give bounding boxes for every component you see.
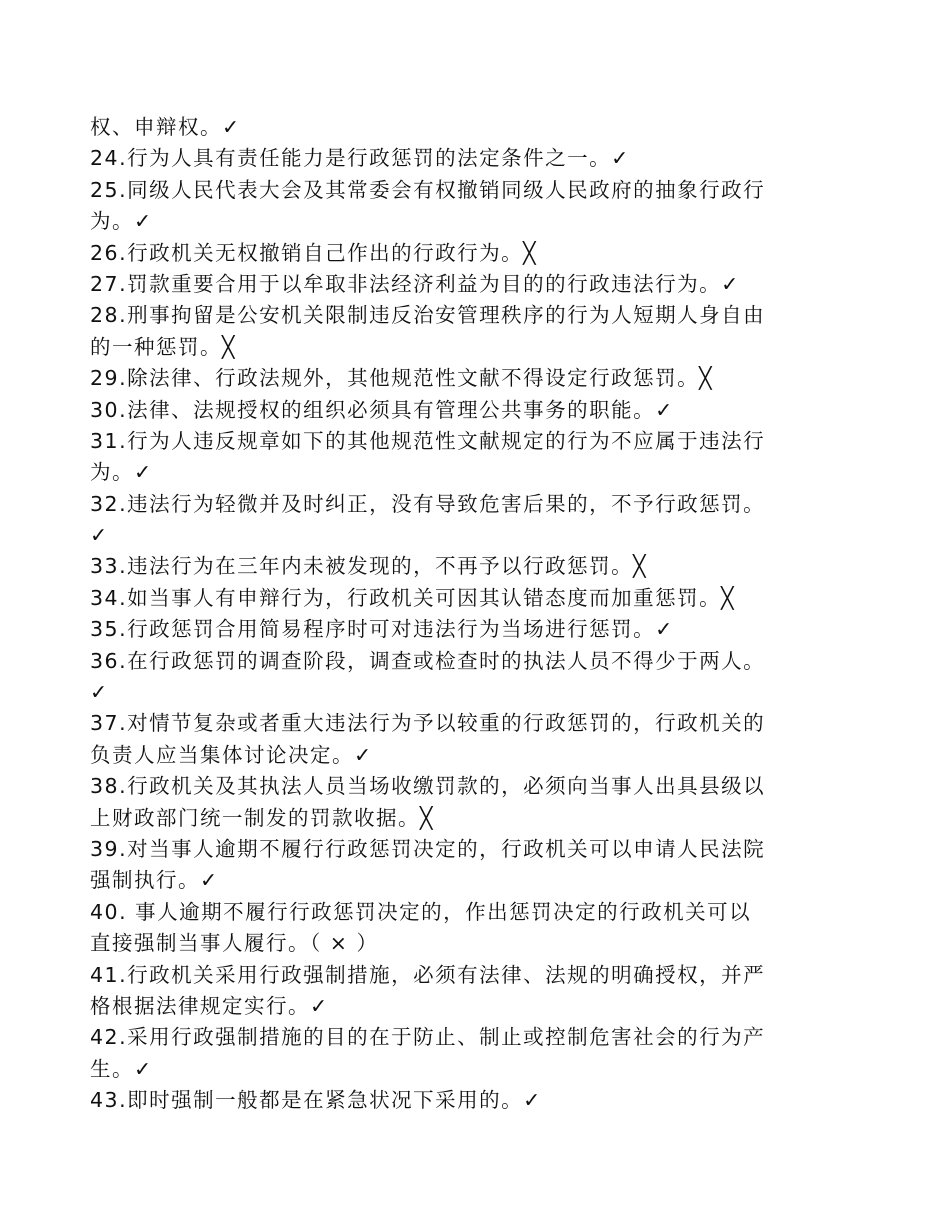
text-line: 权、申辩权。✓ — [90, 115, 241, 139]
text-line: 39.对当事人逾期不履行行政惩罚决定的，行政机关可以申请人民法院 — [90, 836, 766, 861]
text-line: 28.刑事拘留是公安机关限制违反治安管理秩序的行为人短期人身自由 — [90, 303, 766, 328]
text-line: 34.如当事人有申辩行为，行政机关可因其认错态度而加重惩罚。╳ — [90, 585, 735, 610]
text-line: 强制执行。✓ — [90, 868, 219, 893]
text-line: 32.违法行为轻微并及时纠正，没有导致危害后果的，不予行政惩罚。 — [90, 491, 766, 516]
text-line: 上财政部门统一制发的罚款收据。╳ — [90, 805, 434, 830]
text-line: 38.行政机关及其执法人员当场收缴罚款的，必须向当事人出具县级以 — [90, 774, 766, 799]
text-line: 负责人应当集体讨论决定。✓ — [90, 742, 373, 767]
text-line: 的一种惩罚。╳ — [90, 334, 236, 359]
text-line: 生。✓ — [90, 1056, 153, 1081]
text-line: 43.即时强制一般都是在紧急状况下采用的。✓ — [90, 1088, 542, 1113]
text-line: 30.法律、法规授权的组织必须具有管理公共事务的职能。✓ — [90, 397, 674, 422]
text-line: 33.违法行为在三年内未被发现的，不再予以行政惩罚。╳ — [90, 554, 647, 579]
text-line: 为。✓ — [90, 209, 153, 234]
text-line: 格根据法律规定实行。✓ — [90, 993, 329, 1018]
text-line: 直接强制当事人履行。（ × ） — [90, 931, 379, 956]
text-line: 37.对情节复杂或者重大违法行为予以较重的行政惩罚的，行政机关的 — [90, 711, 766, 736]
text-line: 35.行政惩罚合用简易程序时可对违法行为当场进行惩罚。✓ — [90, 617, 674, 642]
text-line: 31.行为人违反规章如下的其他规范性文献规定的行为不应属于违法行 — [90, 428, 766, 453]
text-line: ✓ — [90, 680, 109, 705]
text-line: 26.行政机关无权撤销自己作出的行政行为。╳ — [90, 240, 537, 265]
text-line: 42.采用行政强制措施的目的在于防止、制止或控制危害社会的行为产 — [90, 1025, 766, 1050]
text-line: 27.罚款重要合用于以牟取非法经济利益为目的的行政违法行为。✓ — [90, 271, 740, 296]
text-line: 29.除法律、行政法规外，其他规范性文献不得设定行政惩罚。╳ — [90, 366, 713, 391]
text-line: 36.在行政惩罚的调查阶段，调查或检查时的执法人员不得少于两人。 — [90, 648, 766, 673]
text-line: 41.行政机关采用行政强制措施，必须有法律、法规的明确授权，并严 — [90, 962, 766, 987]
text-line: 24.行为人具有责任能力是行政惩罚的法定条件之一。✓ — [90, 146, 630, 171]
text-line: 25.同级人民代表大会及其常委会有权撤销同级人民政府的抽象行政行 — [90, 177, 766, 202]
text-line: 40. 事人逾期不履行行政惩罚决定的，作出惩罚决定的行政机关可以 — [90, 899, 752, 924]
document-body — [90, 112, 865, 1117]
text-line: 为。✓ — [90, 460, 153, 485]
text-line: ✓ — [90, 523, 109, 548]
